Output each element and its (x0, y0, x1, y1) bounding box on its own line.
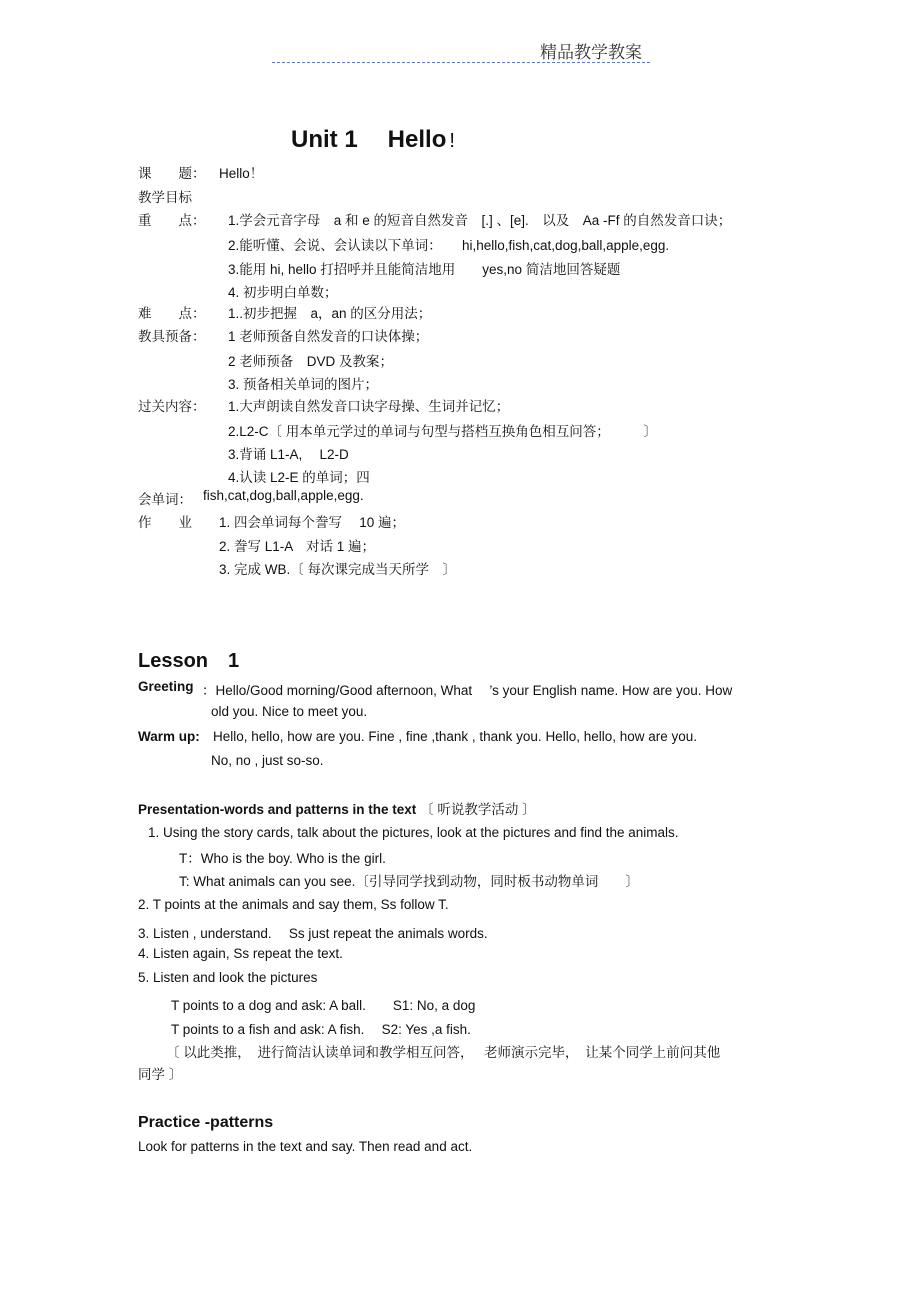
aid-item: 1 老师预备自然发音的口诀体操； (228, 329, 429, 344)
aid-item: 3. 预备相关单词的图片； (228, 377, 379, 392)
greeting-label: Greeting (138, 679, 194, 694)
homework-item: 2. 誊写 L1-A 对话 1 遍； (219, 539, 376, 554)
presentation-heading (138, 798, 536, 818)
practice-heading: Practice -patterns (138, 1114, 274, 1131)
step-item: 4. Listen again, Ss repeat the text. (138, 946, 343, 961)
page-title (291, 126, 455, 154)
step-item: 3. Listen , understand. Ss just repeat the animals words. (138, 926, 488, 941)
step-item: 1. Using the story cards, talk about the pictures, look at the pictures and find the animals. (148, 825, 679, 840)
homework-item: 1. 四会单词每个誊写 10 遍； (219, 515, 406, 530)
warmup-label: Warm up: (138, 729, 200, 744)
title-mark: ! (449, 130, 455, 152)
homework-label: 作 业 (138, 515, 192, 530)
step-item: T points to a fish and ask: A fish. S2: Yes ,a fish. (171, 1022, 471, 1037)
pass-item: 2.L2-C〔 用本单元学过的单词与句型与搭档互换角色相互问答； 〕 (228, 424, 658, 439)
header-rule (272, 62, 650, 63)
pass-item: 3.背诵 L1-A, L2-D (228, 447, 349, 462)
key-point: 4. 初步明白单数； (228, 285, 338, 300)
step-item: T：Who is the boy. Who is the girl. (179, 851, 386, 866)
objectives-label: 教学目标 (138, 190, 192, 205)
step-item: T: What animals can you see.〔引导同学找到动物，同时板书动物单词 〕 (179, 874, 639, 889)
key-point: 2.能听懂、会说、会认读以下单词： hi,hello,fish,cat,dog,ball,apple,egg. (228, 238, 670, 253)
greeting-text: ：Hello/Good morning/Good afternoon, What ’s your English name. How are you. How (202, 683, 733, 698)
greeting-text-cont: old you. Nice to meet you. (211, 704, 368, 719)
key-point: 1.学会元音字母 a 和 e 的短音自然发音 [.] 、[e]. 以及 Aa -Ff 的自然发音口诀； (228, 213, 732, 228)
warmup-text: Hello, hello, how are you. Fine , fine ,thank , thank you. Hello, hello, how are you. (213, 729, 698, 744)
step-item: 2. T points at the animals and say them, Ss follow T. (138, 897, 449, 912)
pass-item: 1.大声朗读自然发音口诀字母操、生词并记忆； (228, 399, 510, 414)
topic-value: Hello！ (219, 166, 264, 181)
topic-label: 课 题： (138, 166, 206, 181)
key-point: 3.能用 hi, hello 打招呼并且能简洁地用 yes,no 简洁地回答疑题 (228, 262, 621, 277)
homework-item: 3. 完成 WB.〔 每次课完成当天所学 〕 (219, 562, 457, 577)
pass-item: 4.认读 L2-E 的单词；四 (228, 470, 370, 485)
difficult-label: 难 点： (138, 306, 206, 321)
difficult-point: 1..初步把握 a，an 的区分用法； (228, 306, 432, 321)
words-label: 会单词： (138, 492, 192, 507)
title-unit: Unit 1 (291, 126, 358, 153)
key-label: 重 点： (138, 213, 206, 228)
step-item: 5. Listen and look the pictures (138, 970, 318, 985)
aids-label: 教具预备： (138, 329, 206, 344)
presentation-note: 〔 听说教学活动 〕 (420, 802, 536, 817)
step-item: T points to a dog and ask: A ball. S1: No, a dog (171, 998, 476, 1013)
step-item: 同学 〕 (138, 1067, 183, 1082)
pass-label: 过关内容： (138, 399, 206, 414)
header-text: 精品教学教案 (540, 43, 642, 63)
words-value: fish,cat,dog,ball,apple,egg. (203, 488, 364, 503)
practice-text: Look for patterns in the text and say. Then read and act. (138, 1139, 473, 1154)
lesson-heading: Lesson 1 (138, 650, 240, 672)
warmup-text-cont: No, no , just so-so. (211, 753, 324, 768)
title-name: Hello (387, 126, 447, 153)
aid-item: 2 老师预备 DVD 及教案； (228, 354, 394, 369)
presentation-label: Presentation-words and patterns in the text (138, 802, 417, 817)
step-item: 〔 以此类推， 进行简洁认读单词和教学相互问答， 老师演示完毕， 让某个同学上前问其他 (166, 1045, 721, 1060)
